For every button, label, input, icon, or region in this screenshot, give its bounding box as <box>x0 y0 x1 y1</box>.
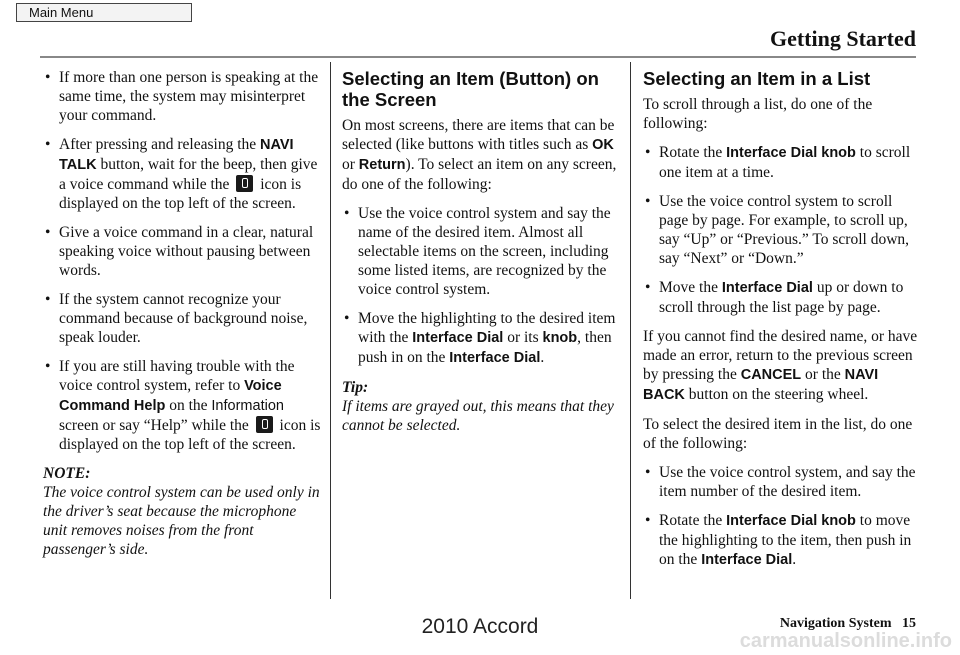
page-number: 15 <box>902 616 916 631</box>
note-label: NOTE: <box>43 465 91 482</box>
list-item: • Use the voice control system, and say the item number of the desired item. <box>643 463 921 501</box>
cancel-paragraph: If you cannot find the desired name, or have made an error, return to the previous screen by pressing the CANCEL or the NAVI BACK button on the steering wheel. <box>643 328 918 403</box>
list-item: • If you are still having trouble with the voice control system, refer to Voice Command Help on the Information screen or say “Help” while the icon is displayed on the top left of the screen. <box>43 357 321 454</box>
footer-section: Navigation System <box>779 616 892 631</box>
section-heading: Selecting an Item (Button) on the Screen <box>342 68 599 110</box>
main-menu-button[interactable]: Main Menu <box>16 3 192 22</box>
list-item: • Use the voice control system and say the name of the desired item. Almost all selectable items on the screen, including some listed items, are recognized by the voice control system. <box>342 204 620 299</box>
tip-label: Tip: <box>342 379 369 396</box>
information-label: Information <box>211 398 284 414</box>
watermark: carmanualsonline.info <box>739 630 952 652</box>
list-item: • Give a voice command in a clear, natural speaking voice without pausing between words. <box>43 223 321 280</box>
page-title: Getting Started <box>769 26 916 51</box>
column-1 <box>43 68 321 559</box>
intro-paragraph: On most screens, there are items that can be selected (like buttons with titles such as OK or Return). To select an item on any screen, do one of the following: <box>342 117 617 193</box>
list-item: • After pressing and releasing the NAVI TALK button, wait for the beep, then give a voice command while the icon is displayed on the top left of the screen. <box>43 135 321 213</box>
column-2 <box>342 68 620 435</box>
column-divider-1 <box>330 62 331 599</box>
column-3 <box>643 68 921 580</box>
column-divider-2 <box>630 62 631 599</box>
tips-list <box>43 68 321 454</box>
tip-text: If items are grayed out, this means that they cannot be selected. <box>342 398 614 434</box>
list-item: • If more than one person is speaking at the same time, the system may misinterpret your command. <box>43 68 321 125</box>
options-list <box>342 204 620 368</box>
list-item: • Rotate the Interface Dial knob to scroll one item at a time. <box>643 143 921 182</box>
intro-paragraph: To scroll through a list, do one of the following: <box>643 96 873 132</box>
list-item: • Move the Interface Dial up or down to scroll through the list page by page. <box>643 278 921 317</box>
list-item: • Move the highlighting to the desired item with the Interface Dial or its knob, then push in on the Interface Dial. <box>342 309 620 368</box>
footer-model: 2010 Accord <box>421 615 539 638</box>
select-options-list <box>643 463 921 570</box>
select-paragraph: To select the desired item in the list, do one of the following: <box>643 416 913 452</box>
scroll-options-list <box>643 143 921 317</box>
voice-talk-icon <box>236 175 253 192</box>
list-item: • Use the voice control system to scroll page by page. For example, to scroll up, say “Up” or “Previous.” To scroll down, say “Next” or “Down.” <box>643 192 921 268</box>
list-item: • Rotate the Interface Dial knob to move the highlighting to the item, then push in on the Interface Dial. <box>643 511 921 570</box>
note-text: The voice control system can be used only in the driver’s seat because the microphone unit removes noises from the front passenger’s side. <box>43 484 320 558</box>
navi-talk-label: NAVI TALK <box>59 137 294 173</box>
header-rule <box>40 56 916 58</box>
list-item: • If the system cannot recognize your command because of background noise, speak louder. <box>43 290 321 347</box>
voice-command-help-label: Voice Command Help <box>59 378 282 414</box>
section-heading: Selecting an Item in a List <box>643 68 871 89</box>
voice-talk-icon <box>256 416 273 433</box>
